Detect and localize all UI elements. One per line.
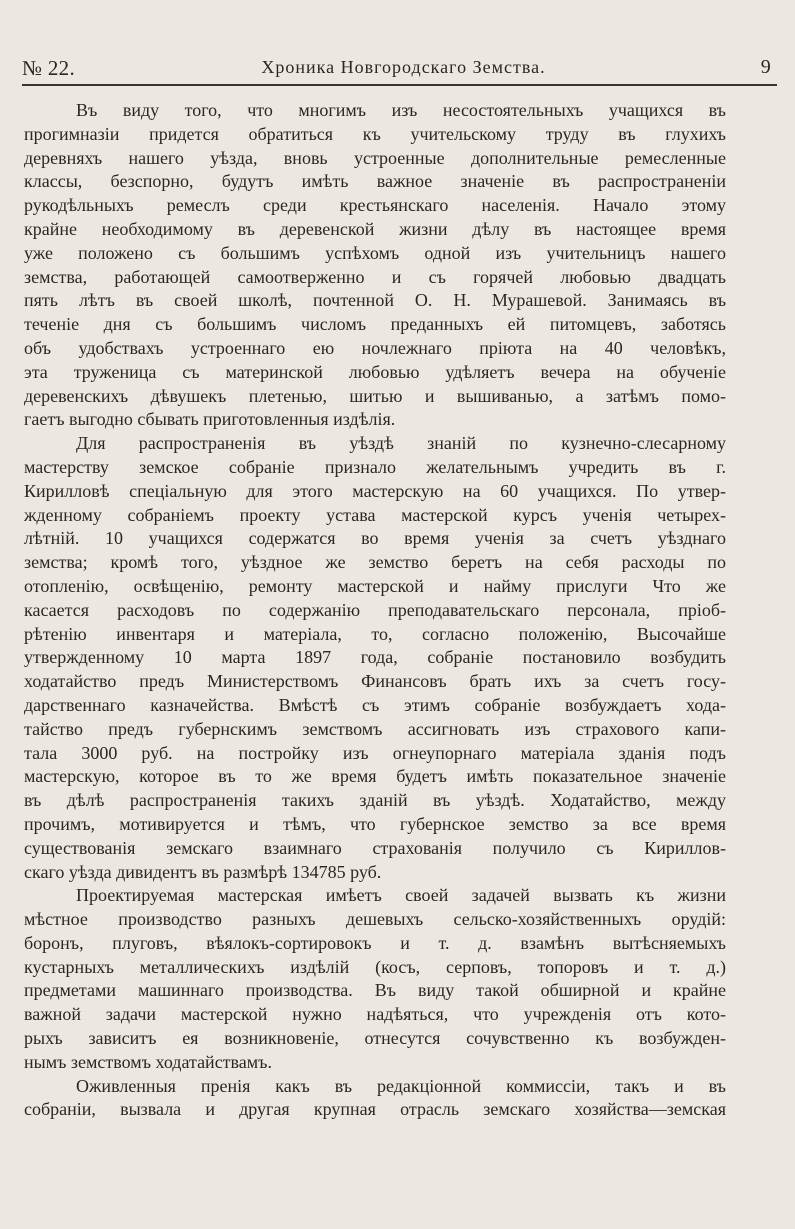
text-line: Проектируемая мастерская имѣетъ своей задачей вызвать къ жизни (76, 885, 726, 906)
text-line: Кирилловѣ спеціальную для этого мастерскую на 60 учащихся. По утвер- (24, 480, 726, 501)
text-line: скаго уѣзда дивидентъ въ размѣрѣ 134785 руб. (24, 861, 382, 882)
text-line: прочимъ, мотивируется и тѣмъ, что губернское земство за все время (24, 813, 726, 834)
text-line: Оживленныя пренія какъ въ редакціонной коммиссіи, такъ и въ (76, 1075, 726, 1096)
text-line: жденному собраніемъ проекту устава мастерской курсъ ученія четырех- (24, 504, 726, 525)
text-line: уже положено съ большимъ успѣхомъ одной изъ учительницъ нашего (24, 242, 726, 263)
text-line: мѣстное производство разныхъ дешевыхъ сельско-хозяйственныхъ орудій: (24, 909, 726, 930)
text-line: предметами машиннаго производства. Въ виду такой обширной и крайне (24, 980, 726, 1001)
text-line: въ дѣлѣ распространенія такихъ зданій въ уѣздѣ. Ходатайство, между (24, 790, 726, 811)
journal-title: Хроника Новгородскаго Земства. (261, 57, 546, 77)
text-line: важной задачи мастерской нужно надѣяться, что учрежденія отъ кото- (24, 1004, 726, 1025)
text-line: существованія земскаго взаимнаго страхованія получило съ Кириллов- (24, 837, 726, 858)
text-line: Для распространенія въ уѣздѣ знаній по кузнечно-слесарному (76, 433, 726, 454)
text-line: гаетъ выгодно сбывать приготовленныя издѣлія. (24, 409, 396, 430)
text-line: теченіе дня съ большимъ числомъ преданныхъ ей питомцевъ, заботясь (24, 314, 726, 335)
text-line: отопленію, освѣщенію, ремонту мастерской и найму прислуги Что же (24, 575, 726, 596)
text-line: боронъ, плуговъ, вѣялокъ-сортировокъ и т. д. взамѣнъ вытѣсняемыхъ (24, 932, 726, 953)
text-line: Въ виду того, что многимъ изъ несостоятельныхъ учащихся въ (76, 100, 726, 120)
text-line: крайне необходимому въ деревенской жизни дѣлу въ настоящее время (24, 218, 726, 239)
running-header (22, 52, 771, 84)
text-line: деревенскихъ дѣвушекъ плетенью, шитью и вышиванью, а затѣмъ помо- (24, 385, 726, 406)
text-line: эта труженица съ материнской любовью удѣляетъ вечера на обученіе (24, 361, 726, 382)
text-line: рукодѣльныхъ ремеслъ среди крестьянскаго населенія. Начало этому (24, 195, 726, 216)
text-line: пять лѣтъ въ своей школѣ, почтенной О. Н. Мурашевой. Занимаясь въ (24, 290, 726, 311)
text-line: классы, безспорно, будутъ имѣть важное значеніе въ распространеніи (24, 171, 726, 192)
header-rule (22, 84, 777, 86)
text-line: утвержденному 10 марта 1897 года, собраніе постановило возбудить (24, 647, 726, 668)
issue-number: № 22. (22, 56, 76, 80)
text-line: прогимназіи придется обратиться къ учительскому труду въ глухихъ (24, 123, 726, 144)
text-line: дарственнаго казначейства. Вмѣстѣ съ этимъ собраніе возбуждаетъ хода- (24, 694, 726, 715)
text-line: лѣтній. 10 учащихся содержатся во время ученія за счетъ уѣзднаго (24, 528, 726, 549)
text-line: касается расходовъ по содержанію преподавательскаго персонала, пріоб- (24, 599, 726, 620)
text-line: тала 3000 руб. на постройку изъ огнеупорнаго матеріала зданія подъ (24, 742, 726, 763)
text-line: тайство предъ губернскимъ земствомъ ассигновать изъ страхового капи- (24, 718, 726, 739)
text-line: мастерству земское собраніе признало желательнымъ учредить въ г. (24, 456, 726, 477)
text-line: земства; кромѣ того, уѣздное же земство беретъ на себя расходы по (24, 552, 726, 573)
body-text (24, 99, 726, 1122)
text-line: земства, работающей самоотверженно и съ горячей любовью двадцать (24, 266, 726, 287)
text-line: нымъ земствомъ ходатайствамъ. (24, 1051, 272, 1072)
text-line: ходатайство предъ Министерствомъ Финансовъ брать ихъ за счетъ госу- (24, 671, 726, 692)
text-line: собраніи, вызвала и другая крупная отрасль земскаго хозяйства—земская (24, 1099, 726, 1120)
text-line: деревняхъ нашего уѣзда, вновь устроенные дополнительные ремесленные (24, 147, 726, 168)
text-line: рѣтенію инвентаря и матеріала, то, согласно положенію, Высочайше (24, 623, 726, 644)
text-line: рыхъ зависитъ ея возникновеніе, отнесутся сочувственно къ возбужден- (24, 1028, 726, 1049)
page-number: 9 (760, 56, 771, 78)
text-line: мастерскую, которое въ то же время будетъ имѣть показательное значеніе (24, 766, 726, 787)
text-line: объ удобствахъ устроеннаго ею ночлежнаго пріюта на 40 человѣкъ, (24, 337, 726, 358)
text-line: кустарныхъ металлическихъ издѣлій (косъ, серповъ, топоровъ и т. д.) (24, 956, 726, 977)
